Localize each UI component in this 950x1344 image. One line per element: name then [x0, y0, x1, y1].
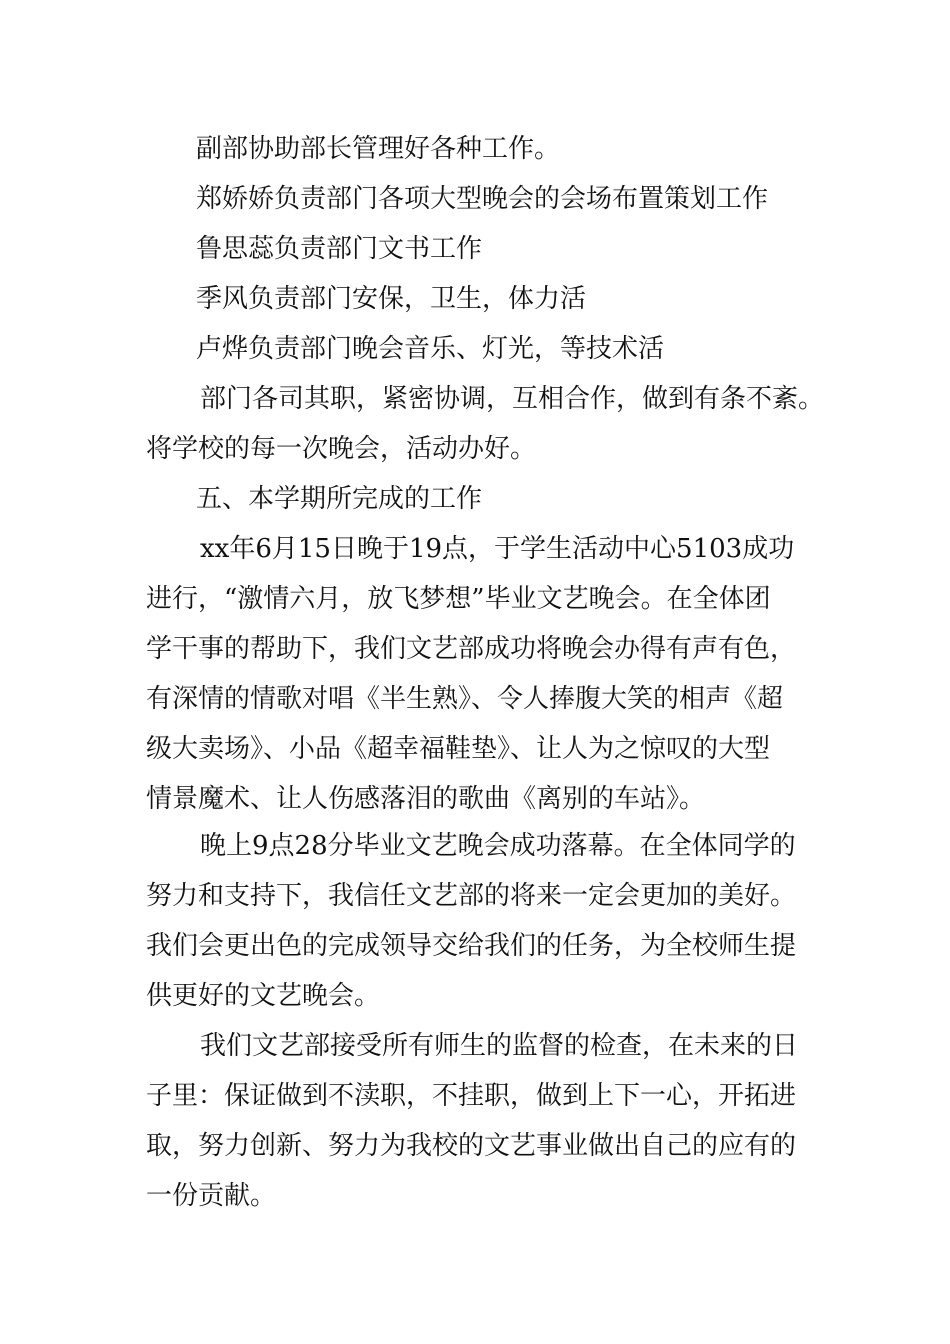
- text-line: 郑娇娇负责部门各项大型晚会的会场布置策划工作: [196, 184, 769, 214]
- text-line: xx年6月15日晚于19点，于学生活动中心5103成功: [200, 534, 795, 564]
- text-line: 供更好的文艺晚会。: [146, 981, 381, 1011]
- text-line: 努力和支持下，我信任文艺部的将来一定会更加的美好。: [146, 881, 797, 911]
- text-line: 一份贡献。: [146, 1181, 277, 1211]
- text-line: 情景魔术、让人伤感落泪的歌曲《离别的车站》。: [146, 784, 706, 814]
- text-line: 晚上9点28分毕业文艺晚会成功落幕。在全体同学的: [200, 831, 796, 861]
- text-line: 我们会更出色的完成领导交给我们的任务，为全校师生提: [146, 931, 797, 961]
- text-line: 将学校的每一次晚会，活动办好。: [146, 434, 537, 464]
- text-line: 进行，“激情六月，放飞梦想”毕业文艺晚会。在全体团: [146, 584, 771, 614]
- section-heading: 五、本学期所完成的工作: [196, 484, 483, 514]
- text-line: 取，努力创新、努力为我校的文艺事业做出自己的应有的: [146, 1131, 797, 1161]
- text-line: 我们文艺部接受所有师生的监督的检查，在未来的日: [200, 1031, 799, 1061]
- text-line: 部门各司其职，紧密协调，互相合作，做到有条不紊。: [200, 384, 825, 414]
- text-line: 子里：保证做到不渎职，不挂职，做到上下一心，开拓进: [146, 1081, 797, 1111]
- text-line: 有深情的情歌对唱《半生熟》、令人捧腹大笑的相声《超: [146, 684, 784, 714]
- text-line: 副部协助部长管理好各种工作。: [196, 134, 561, 164]
- text-line: 季风负责部门安保，卫生，体力活: [196, 284, 587, 314]
- text-line: 级大卖场》、小品《超幸福鞋垫》、让人为之惊叹的大型: [146, 734, 771, 764]
- text-line: 学干事的帮助下，我们文艺部成功将晚会办得有声有色，: [146, 634, 797, 664]
- text-line: 鲁思蕊负责部门文书工作: [196, 234, 483, 264]
- text-line: 卢烨负责部门晚会音乐、灯光，等技术活: [196, 334, 665, 364]
